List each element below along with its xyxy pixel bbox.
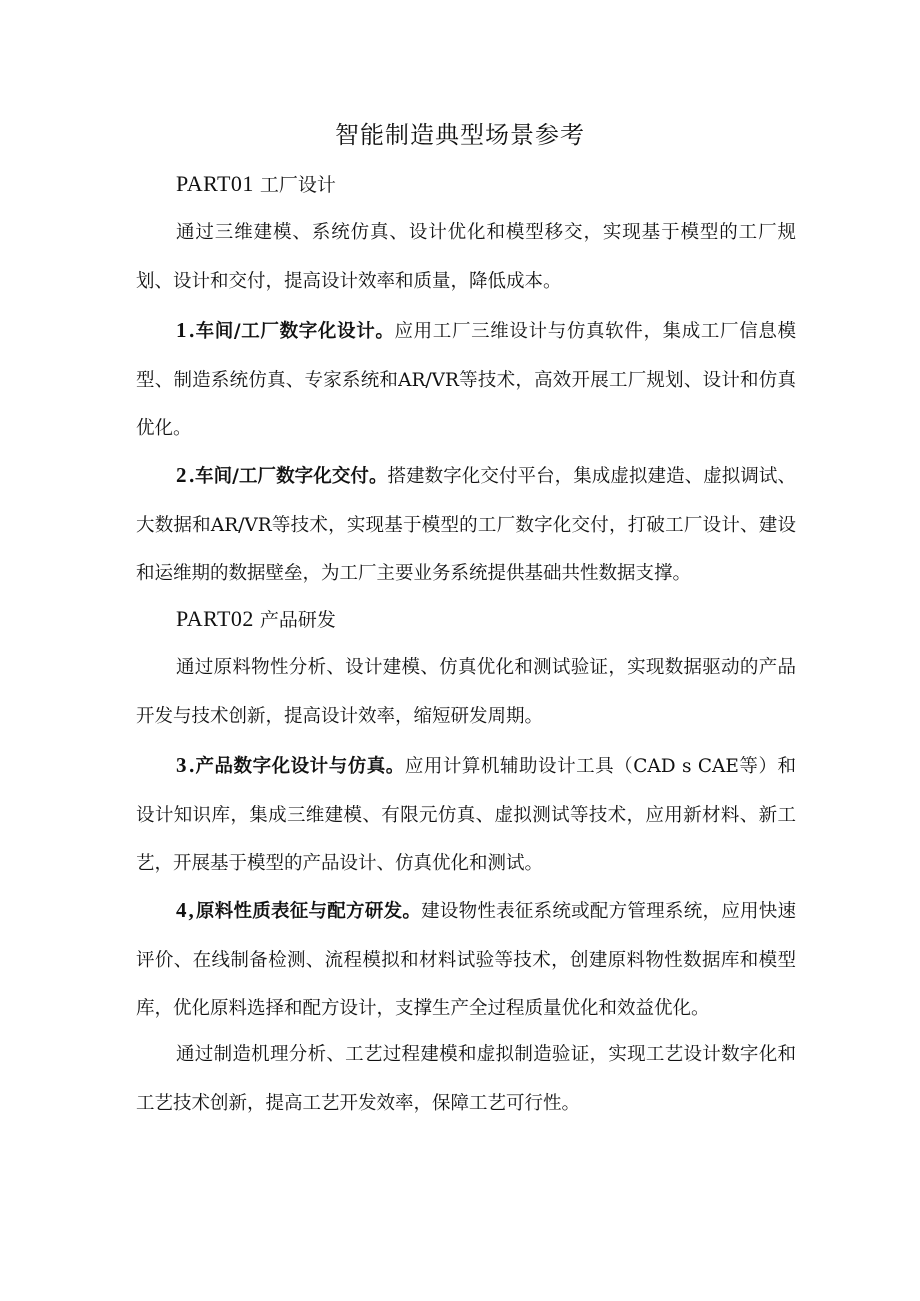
item-number: 2 xyxy=(176,463,189,487)
section-heading-part02 xyxy=(176,605,336,634)
list-item-4 xyxy=(136,886,796,1034)
item-heading: 原料性质表征与配方研发。 xyxy=(195,901,422,922)
closing-paragraph: 通过制造机理分析、工艺过程建模和虚拟制造验证，实现工艺设计数字化和工艺技术创新，提高工艺开发效率，保障工艺可行性。 xyxy=(136,1044,796,1114)
item-heading: .产品数字化设计与仿真。 xyxy=(188,756,405,777)
item-heading: .车间/工厂数字化交付。 xyxy=(188,466,388,487)
section-code: PART01 xyxy=(176,171,254,196)
item-body: 应用计算机辅助设计工具（CAD s CAE等）和设计知识库，集成三维建模、有限元仿真、虚拟测试等技术，应用新材料、新工艺，开展基于模型的产品设计、仿真优化和测试。 xyxy=(136,756,796,874)
section-name: 产品研发 xyxy=(259,609,336,631)
list-item-3 xyxy=(136,741,796,889)
item-body: 应用工厂三维设计与仿真软件，集成工厂信息模型、制造系统仿真、专家系统和AR/VR等技术，高效开展工厂规划、设计和仿真优化。 xyxy=(136,321,796,439)
item-body: 搭建数字化交付平台，集成虚拟建造、虚拟调试、大数据和AR/VR等技术，实现基于模型的工厂数字化交付，打破工厂设计、建设和运维期的数据壁垒，为工厂主要业务系统提供基础共性数据支撑。 xyxy=(136,466,796,584)
list-item-1 xyxy=(136,306,796,454)
section-heading-part01 xyxy=(176,170,336,199)
item-number: 3 xyxy=(176,753,189,777)
document-title: 智能制造典型场景参考 xyxy=(335,121,585,149)
section-code: PART02 xyxy=(176,606,254,631)
section-intro-part02: 通过原料物性分析、设计建模、仿真优化和测试验证，实现数据驱动的产品开发与技术创新，提高设计效率，缩短研发周期。 xyxy=(136,657,796,727)
section-name: 工厂设计 xyxy=(259,174,336,196)
item-number: 1 xyxy=(176,318,189,342)
item-body: 建设物性表征系统或配方管理系统，应用快速评价、在线制备检测、流程模拟和材料试验等技术，创建原料物性数据库和模型库，优化原料选择和配方设计，支撑生产全过程质量优化和效益优化。 xyxy=(136,901,796,1019)
list-item-2 xyxy=(136,451,796,599)
item-number: 4, xyxy=(176,898,196,922)
section-intro-part01: 通过三维建模、系统仿真、设计优化和模型移交，实现基于模型的工厂规划、设计和交付，提高设计效率和质量，降低成本。 xyxy=(136,222,796,292)
item-heading: .车间/工厂数字化设计。 xyxy=(188,321,395,342)
